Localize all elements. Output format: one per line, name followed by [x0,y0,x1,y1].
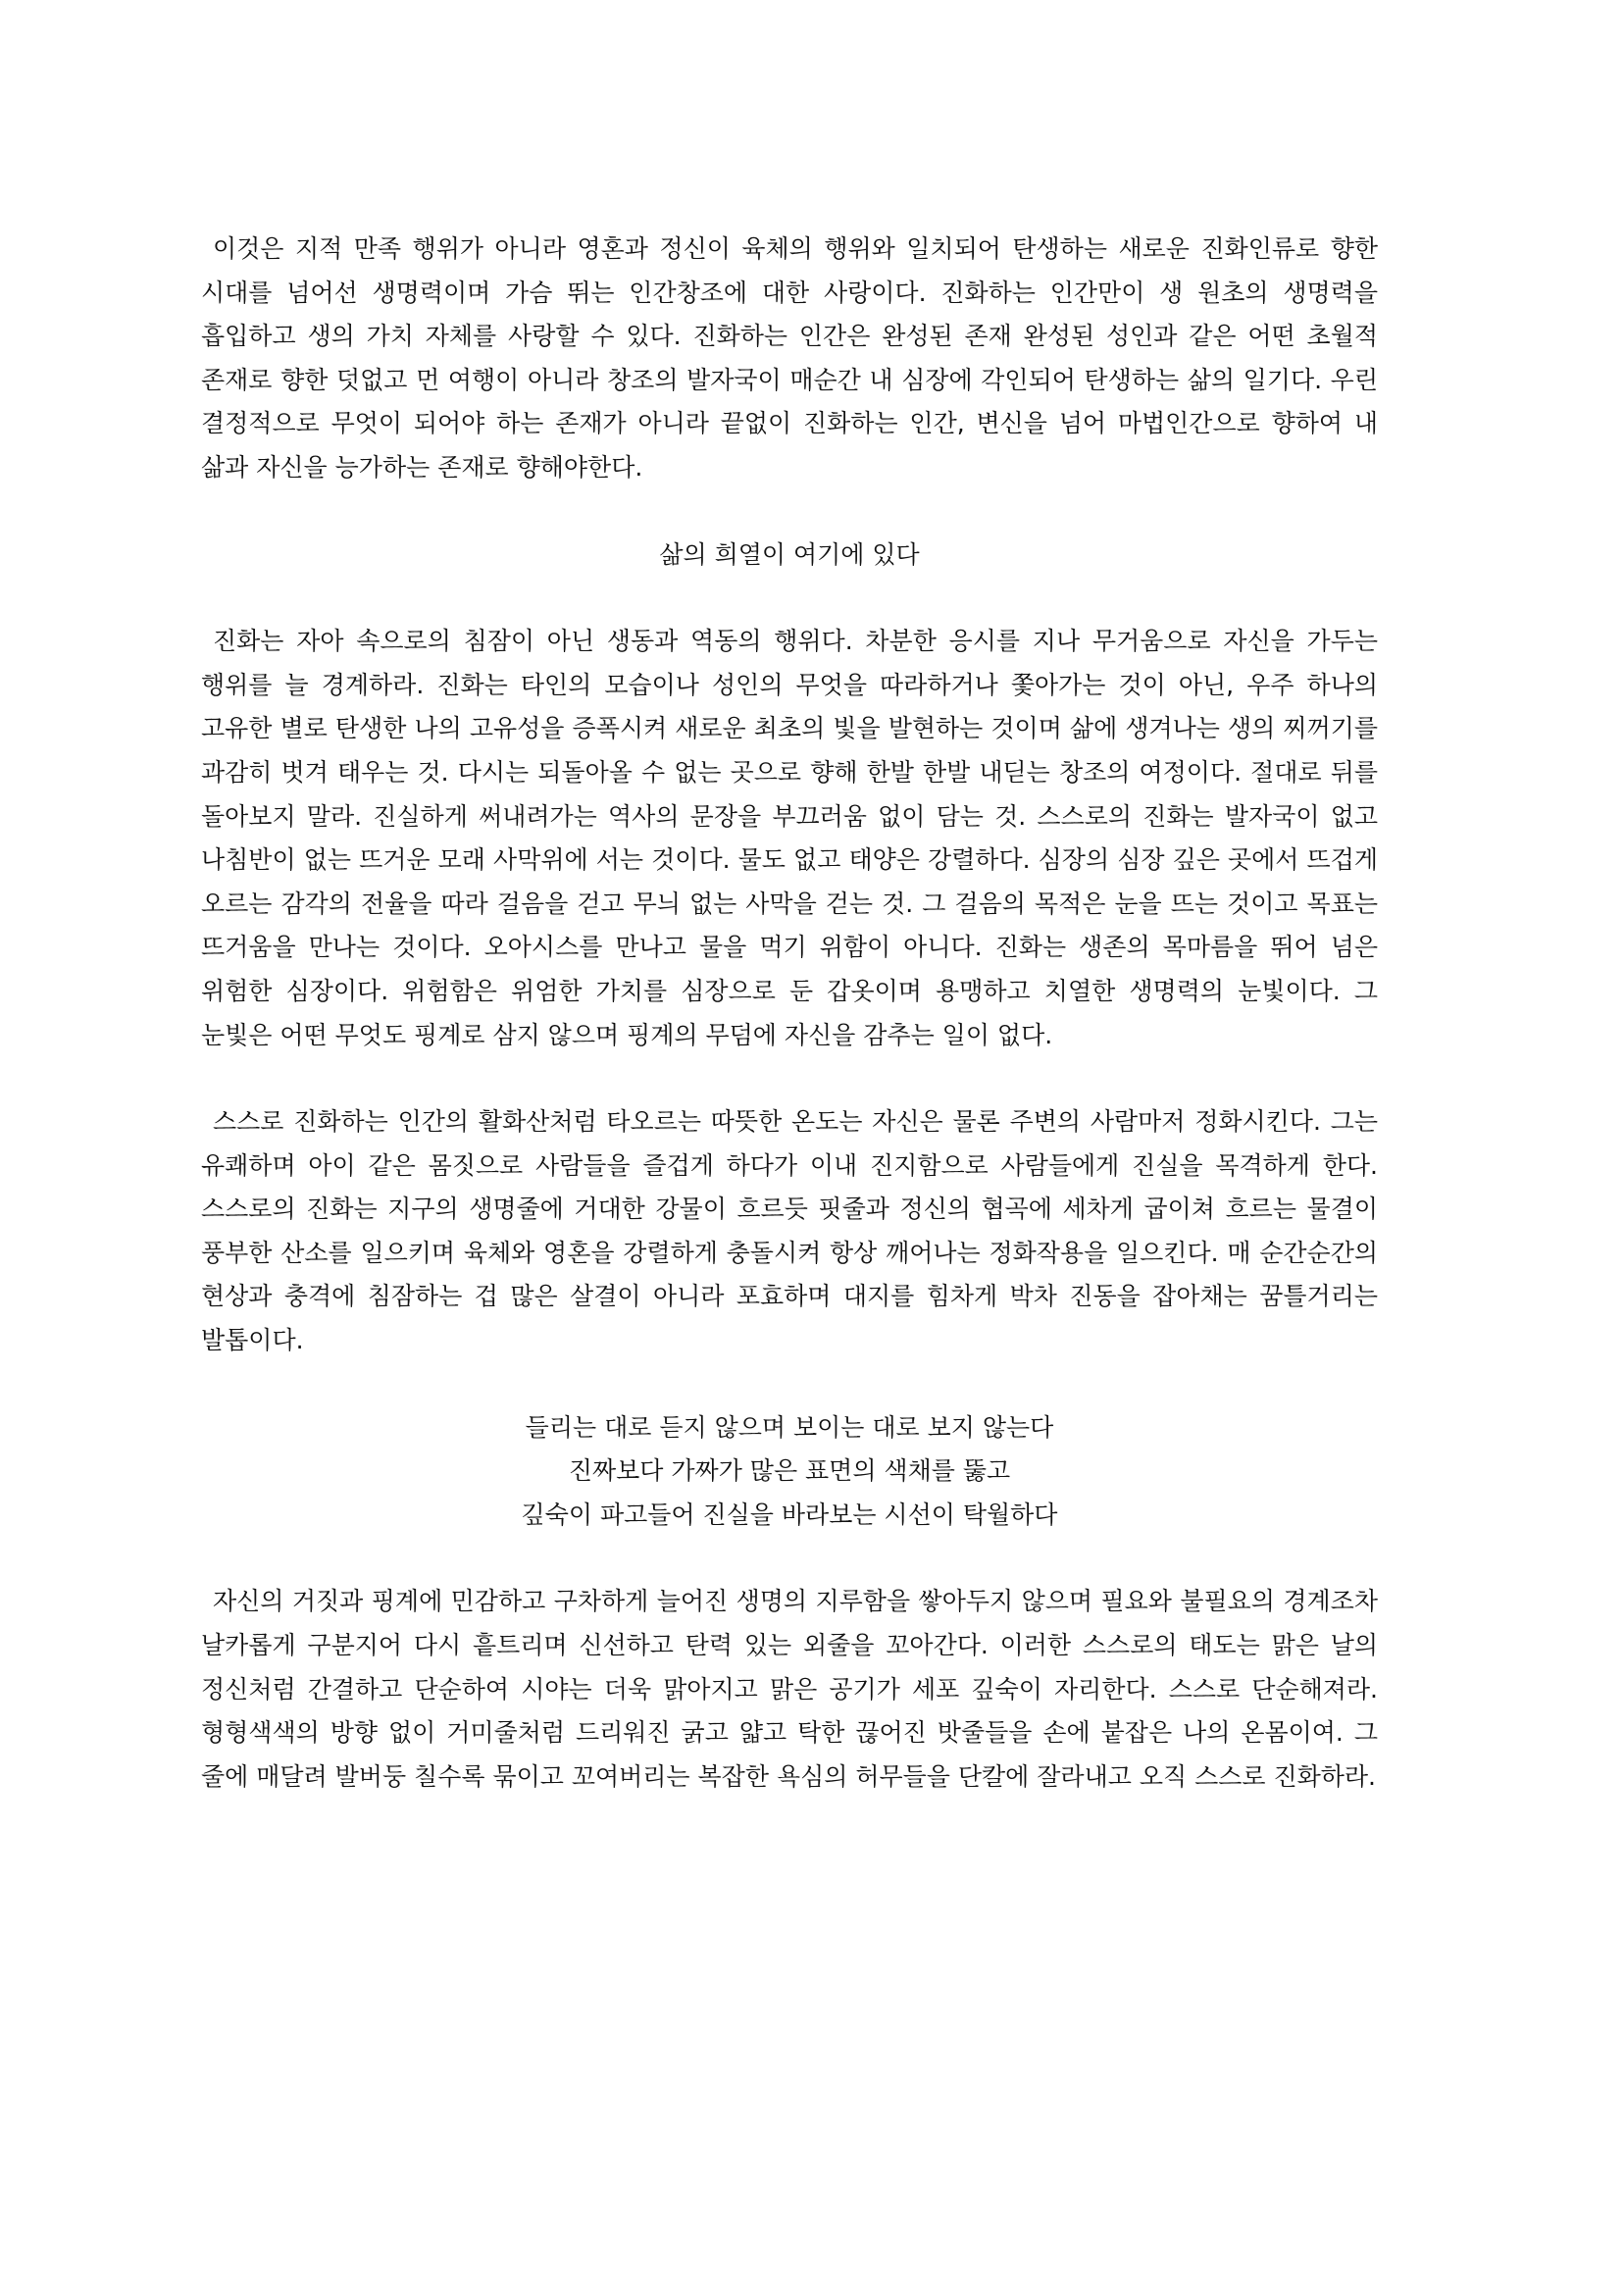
paragraph-3: 스스로 진화하는 인간의 활화산처럼 타오르는 따뜻한 온도는 자신은 물론 주변의 사람마저 정화시킨다. 그는 유쾌하며 아이 같은 몸짓으로 사람들을 즐겁게 하다가 이내 진지함으로 사람들에게 진실을 목격하게 한다. 스스로의 진화는 지구의 생명줄에 거대한 강물이 흐르듯 핏줄과 정신의 협곡에 세차게 굽이쳐 흐르는 물결이 풍부한 산소를 일으키며 육체와 영혼을 강렬하게 충돌시켜 항상 깨어나는 정화작용을 일으킨다. 매 순간순간의 현상과 충격에 침잠하는 겁 많은 살결이 아니라 포효하며 대지를 힘차게 박차 진동을 잡아채는 꿈틀거리는 발톱이다. [201,1107,1378,1355]
paragraph-2: 진화는 자아 속으로의 침잠이 아닌 생동과 역동의 행위다. 차분한 응시를 지나 무거움으로 자신을 가두는 행위를 늘 경계하라. 진화는 타인의 모습이나 성인의 무엇을 따라하거나 쫓아가는 것이 아닌, 우주 하나의 고유한 별로 탄생한 나의 고유성을 증폭시켜 새로운 최초의 빛을 발현하는 것이며 삶에 생겨나는 생의 찌꺼기를 과감히 벗겨 태우는 것. 다시는 되돌아올 수 없는 곳으로 향해 한발 한발 내딛는 창조의 여정이다. 절대로 뒤를 돌아보지 말라. 진실하게 써내려가는 역사의 문장을 부끄러움 없이 담는 것. 스스로의 진화는 발자국이 없고 나침반이 없는 뜨거운 모래 사막위에 서는 것이다. 물도 없고 태양은 강렬하다. 심장의 심장 깊은 곳에서 뜨겁게 오르는 감각의 전율을 따라 걸음을 걷고 무늬 없는 사막을 걷는 것. 그 걸음의 목적은 눈을 뜨는 것이고 목표는 뜨거움을 만나는 것이다. 오아시스를 만나고 물을 먹기 위함이 아니다. 진화는 생존의 목마름을 뛰어 넘은 위험한 심장이다. 위험함은 위엄한 가치를 심장으로 둔 갑옷이며 용맹하고 치열한 생명력의 눈빛이다. 그 눈빛은 어떤 무엇도 핑계로 삼지 않으며 핑계의 무덤에 자신을 감추는 일이 없다. [201,627,1378,1049]
paragraph-4: 자신의 거짓과 핑계에 민감하고 구차하게 늘어진 생명의 지루함을 쌓아두지 않으며 필요와 불필요의 경계조차 날카롭게 구분지어 다시 흩트리며 신선하고 탄력 있는 외줄을 꼬아간다. 이러한 스스로의 태도는 맑은 날의 정신처럼 간결하고 단순하여 시야는 더욱 맑아지고 맑은 공기가 세포 깊숙이 자리한다. 스스로 단순해져라. 형형색색의 방향 없이 거미줄처럼 드리워진 굵고 얇고 탁한 끊어진 밧줄들을 손에 붙잡은 나의 온몸이여. 그 줄에 매달려 발버둥 칠수록 묶이고 꼬여버리는 복잡한 욕심의 허무들을 단칼에 잘라내고 오직 스스로 진화하라. [201,1587,1378,1791]
poem-line-1: 들리는 대로 듣지 않으며 보이는 대로 보지 않는다 [525,1412,1054,1442]
poem-line-3: 깊숙이 파고들어 진실을 바라보는 시선이 탁월하다 [521,1500,1058,1529]
document-page [201,228,1378,1799]
poem-block [201,1406,1378,1538]
section-heading: 삶의 희열이 여기에 있다 [659,539,920,569]
paragraph-1: 이것은 지적 만족 행위가 아니라 영혼과 정신이 육체의 행위와 일치되어 탄생하는 새로운 진화인류로 향한 시대를 넘어선 생명력이며 가슴 뛰는 인간창조에 대한 사랑이다. 진화하는 인간만이 생 원초의 생명력을 흡입하고 생의 가치 자체를 사랑할 수 있다. 진화하는 인간은 완성된 존재 완성된 성인과 같은 어떤 초월적 존재로 향한 덧없고 먼 여행이 아니라 창조의 발자국이 매순간 내 심장에 각인되어 탄생하는 삶의 일기다. 우린 결정적으로 무엇이 되어야 하는 존재가 아니라 끝없이 진화하는 인간, 변신을 넘어 마법인간으로 향하여 내 삶과 자신을 능가하는 존재로 향해야한다. [201,234,1378,482]
poem-line-2: 진짜보다 가짜가 많은 표면의 색채를 뚫고 [568,1456,1011,1486]
